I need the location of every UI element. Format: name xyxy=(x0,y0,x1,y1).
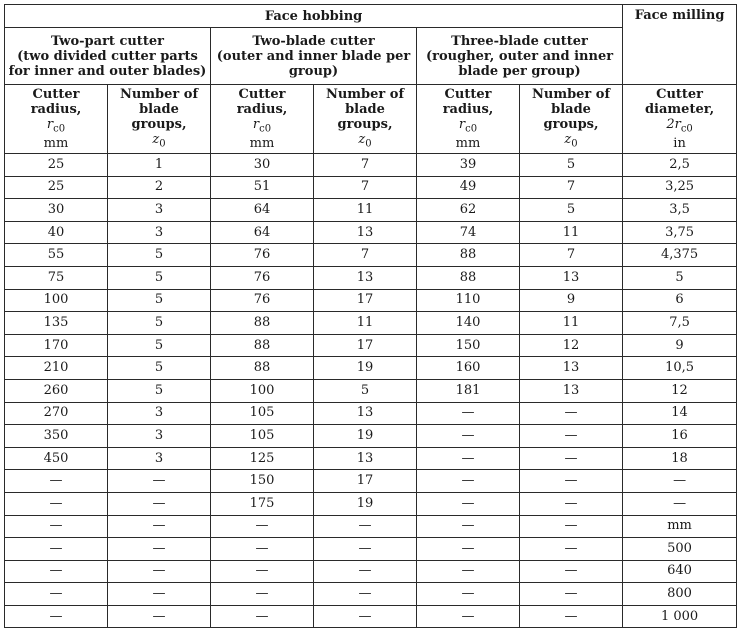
column-header-unit: mm xyxy=(43,136,69,152)
table-cell: 7 xyxy=(520,176,623,199)
table-cell: — xyxy=(211,583,314,606)
table-cell: 7 xyxy=(314,176,417,199)
table-cell: 17 xyxy=(314,289,417,312)
table-cell: — xyxy=(314,560,417,583)
table-row xyxy=(5,379,737,402)
table-cell: 110 xyxy=(417,289,520,312)
table-cell: — xyxy=(314,583,417,606)
table-cell: 2,5 xyxy=(623,154,737,177)
table-cell: 13 xyxy=(314,447,417,470)
table-cell: 25 xyxy=(5,176,108,199)
table-cell: — xyxy=(108,538,211,561)
table-cell: 19 xyxy=(314,492,417,515)
table-cell: 135 xyxy=(5,312,108,335)
column-header-row xyxy=(5,85,737,154)
table-cell: 13 xyxy=(520,379,623,402)
table-cell: 76 xyxy=(211,289,314,312)
table-cell: — xyxy=(211,515,314,538)
table-cell: 18 xyxy=(623,447,737,470)
table-cell: 150 xyxy=(417,334,520,357)
column-header-name: Cutter radius, xyxy=(236,86,288,117)
table-cell: 125 xyxy=(211,447,314,470)
column-header-unit: in xyxy=(673,136,686,152)
table-row xyxy=(5,154,737,177)
table-cell: — xyxy=(108,515,211,538)
column-header xyxy=(211,85,314,154)
table-cell: 12 xyxy=(623,379,737,402)
table-cell: 7 xyxy=(314,244,417,267)
table-cell: 9 xyxy=(520,289,623,312)
table-cell: 7 xyxy=(314,154,417,177)
table-cell: 3 xyxy=(108,199,211,222)
table-cell: — xyxy=(108,470,211,493)
two-blade-cutter-header xyxy=(211,28,417,85)
table-cell: — xyxy=(314,515,417,538)
table-cell: 3,25 xyxy=(623,176,737,199)
table-cell: 55 xyxy=(5,244,108,267)
table-cell: 450 xyxy=(5,447,108,470)
table-row xyxy=(5,176,737,199)
table-cell: — xyxy=(108,560,211,583)
column-header-name: Number of blade groups, xyxy=(531,86,611,132)
table-cell: — xyxy=(520,583,623,606)
column-header xyxy=(314,85,417,154)
table-cell: 500 xyxy=(623,538,737,561)
table-cell: — xyxy=(5,470,108,493)
table-cell: 5 xyxy=(623,266,737,289)
table-cell: 181 xyxy=(417,379,520,402)
column-header-symbol: $r_{c0}$ xyxy=(252,116,272,135)
table-cell: 13 xyxy=(314,221,417,244)
table-cell: 9 xyxy=(623,334,737,357)
table-cell: 140 xyxy=(417,312,520,335)
table-cell: — xyxy=(211,538,314,561)
three-blade-cutter-header xyxy=(417,28,623,85)
table-cell: — xyxy=(520,538,623,561)
table-cell: — xyxy=(520,560,623,583)
table-cell: 12 xyxy=(520,334,623,357)
table-row xyxy=(5,583,737,606)
table-cell: 5 xyxy=(108,244,211,267)
table-row xyxy=(5,492,737,515)
table-cell: 105 xyxy=(211,402,314,425)
table-cell: 17 xyxy=(314,470,417,493)
table-cell: 14 xyxy=(623,402,737,425)
table-cell: 160 xyxy=(417,357,520,380)
table-row xyxy=(5,357,737,380)
table-cell: 5 xyxy=(108,266,211,289)
table-cell: 40 xyxy=(5,221,108,244)
column-header-symbol: $r_{c0}$ xyxy=(458,116,478,135)
table-cell: 6 xyxy=(623,289,737,312)
table-cell: 3 xyxy=(108,221,211,244)
table-cell: 170 xyxy=(5,334,108,357)
table-cell: 640 xyxy=(623,560,737,583)
table-cell: 5 xyxy=(108,357,211,380)
face-hobbing-header: Face hobbing xyxy=(5,5,623,28)
table-cell: 150 xyxy=(211,470,314,493)
table-cell: 2 xyxy=(108,176,211,199)
table-cell: — xyxy=(5,538,108,561)
column-header-name: Number of blade groups, xyxy=(119,86,199,132)
table-row xyxy=(5,221,737,244)
table-cell: — xyxy=(520,515,623,538)
table-cell: — xyxy=(211,605,314,628)
two-blade-cutter-title: Two-blade cutter xyxy=(252,33,375,49)
table-cell: 5 xyxy=(108,334,211,357)
table-cell: 5 xyxy=(108,312,211,335)
two-part-cutter-subtitle: (two divided cutter parts for inner and outer blades) xyxy=(8,48,207,79)
table-cell: 3,5 xyxy=(623,199,737,222)
table-cell: 210 xyxy=(5,357,108,380)
table-cell: 19 xyxy=(314,357,417,380)
table-row xyxy=(5,425,737,448)
table-cell: 62 xyxy=(417,199,520,222)
table-cell: 17 xyxy=(314,334,417,357)
table-row xyxy=(5,470,737,493)
cutter-table xyxy=(4,4,737,628)
table-body xyxy=(5,154,737,628)
table-cell: mm xyxy=(623,515,737,538)
two-part-cutter-header xyxy=(5,28,211,85)
table-cell: — xyxy=(5,560,108,583)
table-cell: 30 xyxy=(5,199,108,222)
column-header-unit: mm xyxy=(455,136,481,152)
face-milling-header: Face milling xyxy=(623,5,737,85)
column-header-name: Cutter diameter, xyxy=(644,86,715,117)
table-cell: 3 xyxy=(108,447,211,470)
table-cell: — xyxy=(417,425,520,448)
column-header-name: Number of blade groups, xyxy=(325,86,405,132)
table-cell: 49 xyxy=(417,176,520,199)
column-header-unit: mm xyxy=(249,136,275,152)
table-row xyxy=(5,447,737,470)
table-cell: — xyxy=(417,402,520,425)
table-cell: — xyxy=(417,470,520,493)
table-cell: 11 xyxy=(520,221,623,244)
table-cell: 88 xyxy=(211,357,314,380)
column-header-symbol: $z_0$ xyxy=(564,131,578,150)
table-cell: — xyxy=(314,538,417,561)
table-cell: 13 xyxy=(520,357,623,380)
column-header xyxy=(520,85,623,154)
table-cell: 74 xyxy=(417,221,520,244)
table-cell: 175 xyxy=(211,492,314,515)
table-cell: — xyxy=(520,402,623,425)
table-cell: 11 xyxy=(314,312,417,335)
table-cell: 350 xyxy=(5,425,108,448)
table-cell: 5 xyxy=(108,379,211,402)
table-cell: — xyxy=(108,583,211,606)
table-cell: — xyxy=(5,492,108,515)
table-row xyxy=(5,289,737,312)
column-header xyxy=(417,85,520,154)
column-header xyxy=(623,85,737,154)
table-cell: 11 xyxy=(520,312,623,335)
table-cell: — xyxy=(108,492,211,515)
table-cell: 5 xyxy=(520,199,623,222)
table-row xyxy=(5,560,737,583)
table-cell: 64 xyxy=(211,199,314,222)
table-cell: 7 xyxy=(520,244,623,267)
table-cell: 270 xyxy=(5,402,108,425)
table-cell: 25 xyxy=(5,154,108,177)
table-cell: 5 xyxy=(520,154,623,177)
table-cell: 105 xyxy=(211,425,314,448)
column-header xyxy=(5,85,108,154)
table-row xyxy=(5,515,737,538)
table-cell: 30 xyxy=(211,154,314,177)
table-cell: — xyxy=(520,605,623,628)
table-cell: 11 xyxy=(314,199,417,222)
table-cell: 88 xyxy=(211,334,314,357)
column-header-symbol: $z_0$ xyxy=(152,131,166,150)
table-cell: — xyxy=(417,560,520,583)
table-cell: — xyxy=(417,605,520,628)
table-cell: 16 xyxy=(623,425,737,448)
table-row xyxy=(5,199,737,222)
table-cell: — xyxy=(211,560,314,583)
table-cell: — xyxy=(417,447,520,470)
table-cell: 13 xyxy=(520,266,623,289)
table-row xyxy=(5,334,737,357)
table-cell: 1 000 xyxy=(623,605,737,628)
table-cell: 4,375 xyxy=(623,244,737,267)
table-cell: 13 xyxy=(314,266,417,289)
table-cell: 64 xyxy=(211,221,314,244)
three-blade-cutter-subtitle: (rougher, outer and inner blade per group) xyxy=(425,48,614,79)
two-blade-cutter-subtitle: (outer and inner blade per group) xyxy=(216,48,411,79)
table-cell: 5 xyxy=(108,289,211,312)
table-cell: — xyxy=(520,425,623,448)
table-cell: — xyxy=(5,515,108,538)
table-cell: — xyxy=(5,605,108,628)
table-cell: 13 xyxy=(314,402,417,425)
table-cell: 100 xyxy=(5,289,108,312)
table-cell: 100 xyxy=(211,379,314,402)
table-cell: — xyxy=(5,583,108,606)
table-cell: — xyxy=(623,470,737,493)
table-cell: 39 xyxy=(417,154,520,177)
column-header-symbol: $z_0$ xyxy=(358,131,372,150)
table-cell: 88 xyxy=(417,244,520,267)
column-header-symbol: $2r_{c0}$ xyxy=(666,116,693,135)
table-row xyxy=(5,244,737,267)
table-cell: 19 xyxy=(314,425,417,448)
table-cell: — xyxy=(623,492,737,515)
table-cell: 800 xyxy=(623,583,737,606)
table-cell: — xyxy=(417,515,520,538)
two-part-cutter-title: Two-part cutter xyxy=(51,33,164,49)
table-cell: 3 xyxy=(108,402,211,425)
table-cell: 88 xyxy=(211,312,314,335)
table-cell: 75 xyxy=(5,266,108,289)
table-row xyxy=(5,266,737,289)
table-cell: — xyxy=(520,470,623,493)
table-cell: — xyxy=(417,583,520,606)
table-cell: 10,5 xyxy=(623,357,737,380)
table-cell: 51 xyxy=(211,176,314,199)
table-cell: — xyxy=(520,447,623,470)
table-cell: — xyxy=(520,492,623,515)
table-cell: 1 xyxy=(108,154,211,177)
table-cell: — xyxy=(108,605,211,628)
table-cell: 260 xyxy=(5,379,108,402)
column-header xyxy=(108,85,211,154)
table-cell: 76 xyxy=(211,244,314,267)
table-row xyxy=(5,312,737,335)
table-cell: — xyxy=(314,605,417,628)
table-row xyxy=(5,402,737,425)
table-cell: 88 xyxy=(417,266,520,289)
three-blade-cutter-title: Three-blade cutter xyxy=(451,33,588,49)
table-row xyxy=(5,605,737,628)
table-cell: 5 xyxy=(314,379,417,402)
table-cell: — xyxy=(417,538,520,561)
table-cell: 3 xyxy=(108,425,211,448)
table-cell: — xyxy=(417,492,520,515)
table-cell: 3,75 xyxy=(623,221,737,244)
table-cell: 76 xyxy=(211,266,314,289)
column-header-symbol: $r_{c0}$ xyxy=(46,116,66,135)
column-header-name: Cutter radius, xyxy=(442,86,494,117)
table-row xyxy=(5,538,737,561)
table-cell: 7,5 xyxy=(623,312,737,335)
column-header-name: Cutter radius, xyxy=(30,86,82,117)
